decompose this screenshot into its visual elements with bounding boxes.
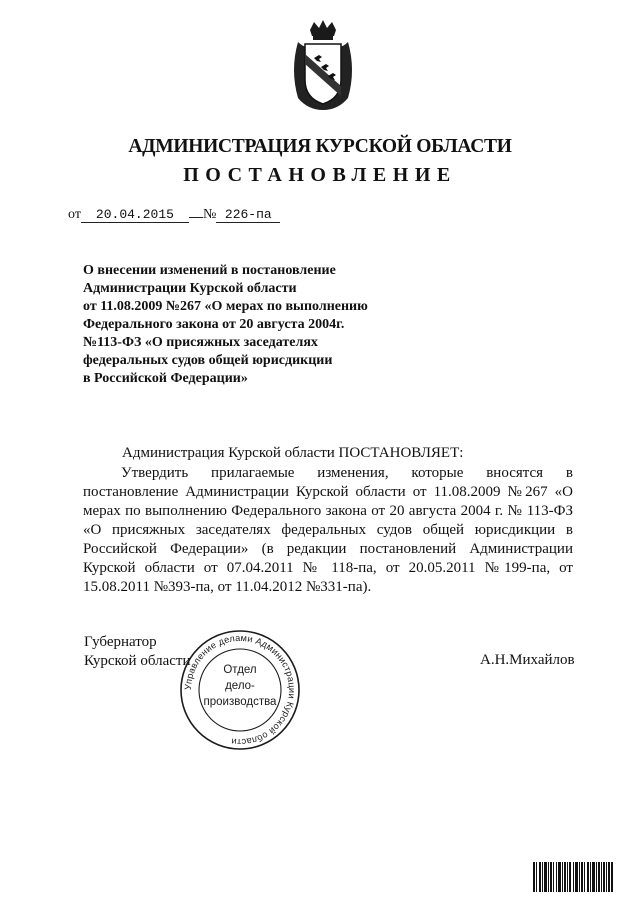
barcode-icon [533, 862, 613, 892]
number-value: 226-па [216, 207, 280, 223]
subject-line: федеральных судов общей юрисдикции [83, 353, 333, 368]
organization-title: АДМИНИСТРАЦИЯ КУРСКОЙ ОБЛАСТИ [128, 136, 512, 157]
signer-name: А.Н.Михайлов [480, 652, 575, 668]
stamp-ring-text: Управление делами Администрации Курской области [182, 632, 298, 748]
date-label: от [68, 207, 81, 222]
preamble-text: Администрация Курской области ПОСТАНОВЛЯЕТ: [122, 445, 464, 461]
subject-line: О внесении изменений в постановление [83, 263, 336, 278]
signer-position [84, 633, 190, 671]
body-paragraph: Утвердить прилагаемые изменения, которые вносятся в постановление Администрации Курской области от 11.08.2009 №267 «О мерах по выполнению Федерального закона от 20 августа 2004 г. № 113-ФЗ «О присяжных заседателях федеральных судов общей юрисдикции в Российской Федерации» (в редакции постановлений Администрации Курской области от 07.04.2011 № 118-па, от 20.05.2011 №199-па, от 15.08.2011 №393-па, от 11.04.2012 №331-па). [83, 465, 573, 595]
subject-line: Администрации Курской области [83, 281, 297, 296]
stamp-center-line: Отдел [223, 664, 257, 676]
date-value: 20.04.2015 [81, 207, 189, 223]
signer-position-line: Курской области [84, 653, 191, 669]
subject-line: от 11.08.2009 №267 «О мерах по выполнению [83, 299, 368, 314]
subject-line: Федерального закона от 20 августа 2004г. [83, 317, 345, 332]
stamp-center-line: производства [203, 696, 277, 708]
registration-line [68, 206, 280, 223]
number-label: № [202, 207, 217, 222]
document-subject [83, 262, 413, 388]
subject-line: в Российской Федерации» [83, 371, 248, 386]
subject-line: №113-ФЗ «О присяжных заседателях [83, 335, 318, 350]
coat-of-arms-emblem [288, 20, 358, 112]
signer-position-line: Губернатор [84, 634, 157, 650]
stamp-center-line: дело- [225, 680, 255, 692]
document-type-title: ПОСТАНОВЛЕНИЕ [183, 164, 457, 186]
stamp-center-text [178, 662, 302, 710]
